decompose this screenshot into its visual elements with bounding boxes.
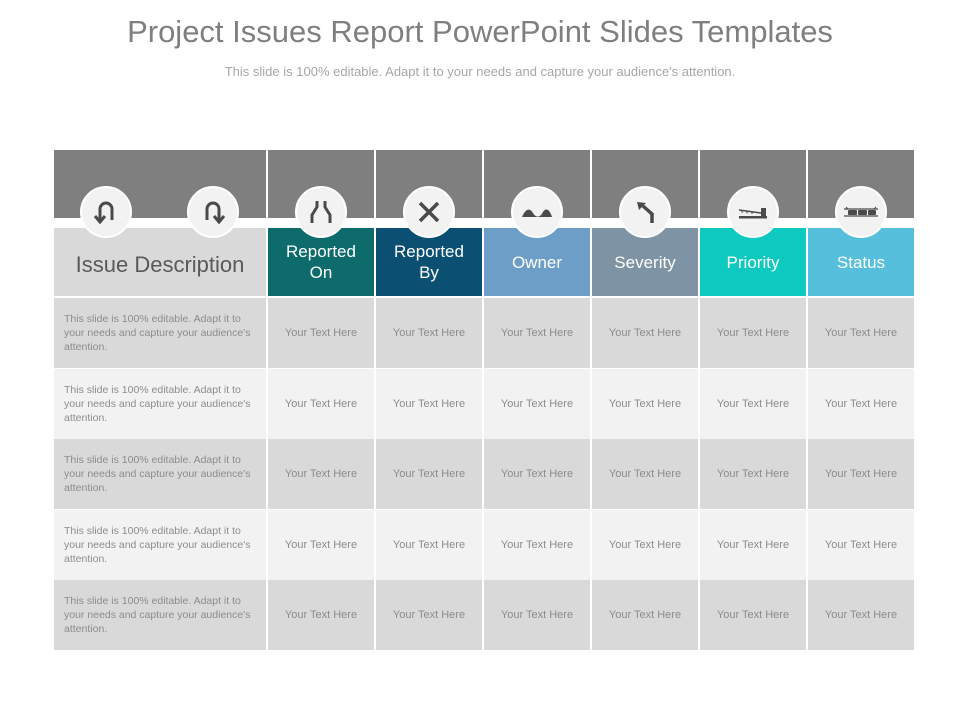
header-owner: Owner bbox=[484, 228, 590, 296]
wave-road-icon bbox=[511, 186, 563, 238]
column-separator bbox=[374, 580, 376, 650]
header-reported-by: Reported By bbox=[376, 228, 482, 296]
issue-description-cell: This slide is 100% editable. Adapt it to your needs and capture your audience's attention. bbox=[54, 369, 266, 439]
table-cell: Your Text Here bbox=[484, 580, 590, 650]
column-separator bbox=[482, 580, 484, 650]
table-cell: Your Text Here bbox=[376, 439, 482, 509]
table-cell: Your Text Here bbox=[592, 369, 698, 439]
issue-description-cell: This slide is 100% editable. Adapt it to your needs and capture your audience's attention. bbox=[54, 510, 266, 580]
header-band-separator bbox=[806, 150, 808, 218]
issue-description-cell: This slide is 100% editable. Adapt it to your needs and capture your audience's attention. bbox=[54, 298, 266, 368]
header-status: Status bbox=[808, 228, 914, 296]
column-separator bbox=[482, 439, 484, 509]
header-band-separator bbox=[698, 150, 700, 218]
column-separator bbox=[482, 510, 484, 580]
column-separator bbox=[266, 369, 268, 439]
table-cell: Your Text Here bbox=[808, 369, 914, 439]
column-separator bbox=[374, 439, 376, 509]
column-separator bbox=[590, 298, 592, 368]
column-separator bbox=[590, 510, 592, 580]
header-issue-description: Issue Description bbox=[54, 228, 266, 296]
table-cell: Your Text Here bbox=[376, 580, 482, 650]
table-cell: Your Text Here bbox=[376, 510, 482, 580]
table-row bbox=[54, 580, 914, 650]
table-cell: Your Text Here bbox=[808, 439, 914, 509]
column-separator bbox=[482, 298, 484, 368]
column-separator bbox=[698, 298, 700, 368]
header-band-separator bbox=[374, 150, 376, 218]
column-separator bbox=[266, 439, 268, 509]
u-turn-right-icon bbox=[187, 186, 239, 238]
column-separator bbox=[374, 510, 376, 580]
table-cell: Your Text Here bbox=[808, 510, 914, 580]
column-separator bbox=[806, 369, 808, 439]
table-cell: Your Text Here bbox=[592, 510, 698, 580]
u-turn-left-icon bbox=[80, 186, 132, 238]
header-row bbox=[54, 228, 914, 296]
column-separator bbox=[698, 369, 700, 439]
header-priority: Priority bbox=[700, 228, 806, 296]
header-band-separator bbox=[482, 150, 484, 218]
table-row bbox=[54, 369, 914, 439]
column-separator bbox=[806, 439, 808, 509]
header-severity: Severity bbox=[592, 228, 698, 296]
column-separator bbox=[590, 580, 592, 650]
column-separator bbox=[590, 369, 592, 439]
table-cell: Your Text Here bbox=[268, 369, 374, 439]
merge-road-icon bbox=[295, 186, 347, 238]
column-separator bbox=[698, 510, 700, 580]
header-band-separator bbox=[266, 150, 268, 218]
table-cell: Your Text Here bbox=[592, 439, 698, 509]
issue-description-cell: This slide is 100% editable. Adapt it to your needs and capture your audience's attention. bbox=[54, 580, 266, 650]
column-separator bbox=[806, 510, 808, 580]
header-reported-on: Reported On bbox=[268, 228, 374, 296]
column-separator bbox=[266, 580, 268, 650]
column-separator bbox=[266, 510, 268, 580]
column-separator bbox=[374, 369, 376, 439]
table-cell: Your Text Here bbox=[700, 439, 806, 509]
column-separator bbox=[482, 369, 484, 439]
column-separator bbox=[590, 439, 592, 509]
column-separator bbox=[806, 298, 808, 368]
table-cell: Your Text Here bbox=[700, 369, 806, 439]
column-separator bbox=[698, 439, 700, 509]
turn-left-arrow-icon bbox=[619, 186, 671, 238]
table-cell: Your Text Here bbox=[268, 580, 374, 650]
issue-description-cell: This slide is 100% editable. Adapt it to your needs and capture your audience's attention. bbox=[54, 439, 266, 509]
table-cell: Your Text Here bbox=[808, 298, 914, 368]
table-cell: Your Text Here bbox=[700, 298, 806, 368]
table-cell: Your Text Here bbox=[700, 580, 806, 650]
column-separator bbox=[266, 298, 268, 368]
table-cell: Your Text Here bbox=[484, 439, 590, 509]
table-row bbox=[54, 298, 914, 368]
table-cell: Your Text Here bbox=[376, 298, 482, 368]
header-band-separator bbox=[590, 150, 592, 218]
table-row bbox=[54, 439, 914, 509]
table-cell: Your Text Here bbox=[484, 510, 590, 580]
column-separator bbox=[806, 580, 808, 650]
cross-icon bbox=[403, 186, 455, 238]
barrier-gate-icon bbox=[727, 186, 779, 238]
table-cell: Your Text Here bbox=[592, 580, 698, 650]
table-cell: Your Text Here bbox=[268, 439, 374, 509]
table-cell: Your Text Here bbox=[592, 298, 698, 368]
slide-title: Project Issues Report PowerPoint Slides Templates bbox=[127, 14, 833, 49]
table-cell: Your Text Here bbox=[808, 580, 914, 650]
column-separator bbox=[374, 298, 376, 368]
table-cell: Your Text Here bbox=[484, 369, 590, 439]
table-cell: Your Text Here bbox=[268, 298, 374, 368]
table-cell: Your Text Here bbox=[700, 510, 806, 580]
header-band bbox=[54, 150, 914, 218]
train-icon bbox=[835, 186, 887, 238]
table-cell: Your Text Here bbox=[484, 298, 590, 368]
column-separator bbox=[698, 580, 700, 650]
table-cell: Your Text Here bbox=[268, 510, 374, 580]
table-row bbox=[54, 510, 914, 580]
table-cell: Your Text Here bbox=[376, 369, 482, 439]
slide-subtitle: This slide is 100% editable. Adapt it to your needs and capture your audience's attention. bbox=[224, 64, 736, 79]
